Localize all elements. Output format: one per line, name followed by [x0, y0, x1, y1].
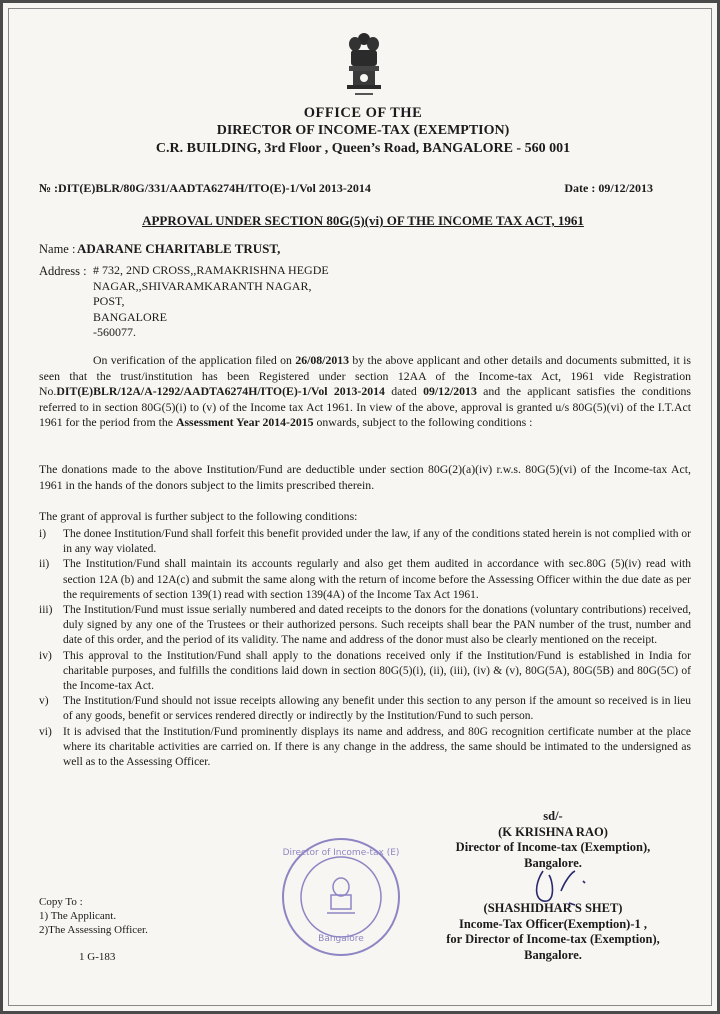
copy-to-item: 1) The Applicant. [39, 910, 117, 922]
document-id: 1 G-183 [79, 951, 116, 963]
document-date: Date : 09/12/2013 [564, 181, 653, 195]
sd-mark: sd/- [543, 809, 563, 823]
address-line: -560077. [93, 325, 136, 340]
ito-title-2: for Director of Income-tax (Exemption), [446, 932, 660, 946]
conditions-list [39, 527, 691, 770]
office-address: C.R. BUILDING, 3rd Floor , Queen’s Road, BANGALORE - 560 001 [155, 141, 571, 156]
director-name: (K KRISHNA RAO) [498, 824, 608, 839]
ito-place: Bangalore. [524, 947, 582, 962]
condition-item: iv) This approval to the Institution/Fund shall apply to the donations received only if the Institution/Fund is established in India for charitable purposes, and fulfills the conditions laid down in section 80G(5)(i), (ii), (iii), (iv) & (v), 80G(5A), 80G(5B) and 80G(5C) of the Income-tax Act. [39, 649, 691, 693]
ito-title: Income-Tax Officer(Exemption)-1 , [458, 916, 648, 931]
office-name: DIRECTOR OF INCOME-TAX (EXEMPTION) [216, 123, 510, 138]
applicant-name: ADARANE CHARITABLE TRUST, [77, 241, 281, 256]
ito-signature-block [403, 901, 703, 963]
reference-number: № :DIT(E)BLR/80G/331/AADTA6274H/ITO(E)-1/Vol 2013-2014 [39, 181, 371, 195]
condition-item: ii) The Institution/Fund shall maintain its accounts regularly and also get them audited in accordance with sec.80G (5)(iv) read with section 12A (b) and 12A(c) and submit the same along with the return of income before the Assessing Officer within the due date as per the requirements of section 139(1) read with section 139(4A) of the Income Tax Act 1961. [39, 558, 691, 601]
grant-intro: The grant of approval is further subject to the following conditions: [39, 509, 358, 523]
condition-item: iii) The Institution/Fund must issue serially numbered and dated receipts to the donors for the donations (voluntary contributions) received, duly signed by any one of the Trustees or their authorized persons. Such receipts shall bear the PAN number of the trust, number and date of this order, and the period of its validity. The name and address of the donor must also be clearly mentioned on the receipt. [39, 604, 691, 647]
copy-to-heading: Copy To : [39, 896, 83, 908]
name-label: Name : [39, 242, 76, 256]
condition-item: v) The Institution/Fund should not issue receipts allowing any benefit under this section to any person if the amount so received is in lieu of any goods, benefit or services rendered directly or indirectly by the Institution/Fund to such person. [39, 695, 691, 723]
seal-text: Director of Income-tax (E) [282, 848, 400, 858]
copy-to-block [39, 895, 148, 937]
office-heading: OFFICE OF THE [303, 105, 423, 121]
director-title: Director of Income-tax (Exemption), [455, 840, 651, 854]
address-label: Address : [39, 264, 87, 278]
address-line: POST, [93, 294, 125, 309]
donations-paragraph: The donations made to the above Institution/Fund are deductible under section 80G(2)(a)(iv) r.w.s. 80G(5)(vi) of the Income-tax Act, 1961 in the hands of the donors subject to the limits prescribed therein. [39, 462, 691, 492]
condition-item: vi) It is advised that the Institution/Fund prominently displays its name and address, and 80G recognition certificate number at the place where its charitable activities are carried on. If there is any change in the address, the same should be intimated to the undersigned as well as to the Assessing Officer. [39, 725, 691, 769]
applicant-address [93, 263, 329, 341]
address-line: BANGALORE [93, 309, 167, 324]
national-emblem-icon [341, 30, 387, 102]
approval-title: APPROVAL UNDER SECTION 80G(5)(vi) OF THE INCOME TAX ACT, 1961 [142, 213, 584, 228]
ito-name: (SHASHIDHAR S SHET) [483, 901, 623, 915]
director-place: Bangalore. [524, 855, 582, 870]
copy-to-item: 2)The Assessing Officer. [39, 924, 148, 936]
address-line: # 732, 2ND CROSS,,RAMAKRISHNA HEGDE [93, 263, 329, 277]
condition-item: i) The donee Institution/Fund shall forfeit this benefit provided under the law, if any of the conditions stated herein is not complied with or in any way violated. [39, 528, 691, 556]
seal-place: Bangalore [318, 934, 364, 944]
official-seal-stamp [279, 835, 403, 959]
address-line: NAGAR,,SHIVARAMKARANTH NAGAR, [93, 278, 312, 293]
verification-paragraph: On verification of the application filed on 26/08/2013 by the above applicant and other details and documents submitted, it is seen that the trust/institution has been Registered under section 12AA of the Income-tax Act, 1961 vide Registration No.DIT(E)BLR/12A/A-1292/AADTA6274H/ITO(E)-1/Vol 2013-2014 dated 09/12/2013 and the applicant satisfies the conditions referred to in section 80G(5)(i) to (v) of the Income tax Act 1961. In view of the above, approval is granted u/s 80G(5)(vi) of the I.T.Act 1961 for the period from the Assessment Year 2014-2015 onwards, subject to the following conditions : [39, 353, 691, 429]
